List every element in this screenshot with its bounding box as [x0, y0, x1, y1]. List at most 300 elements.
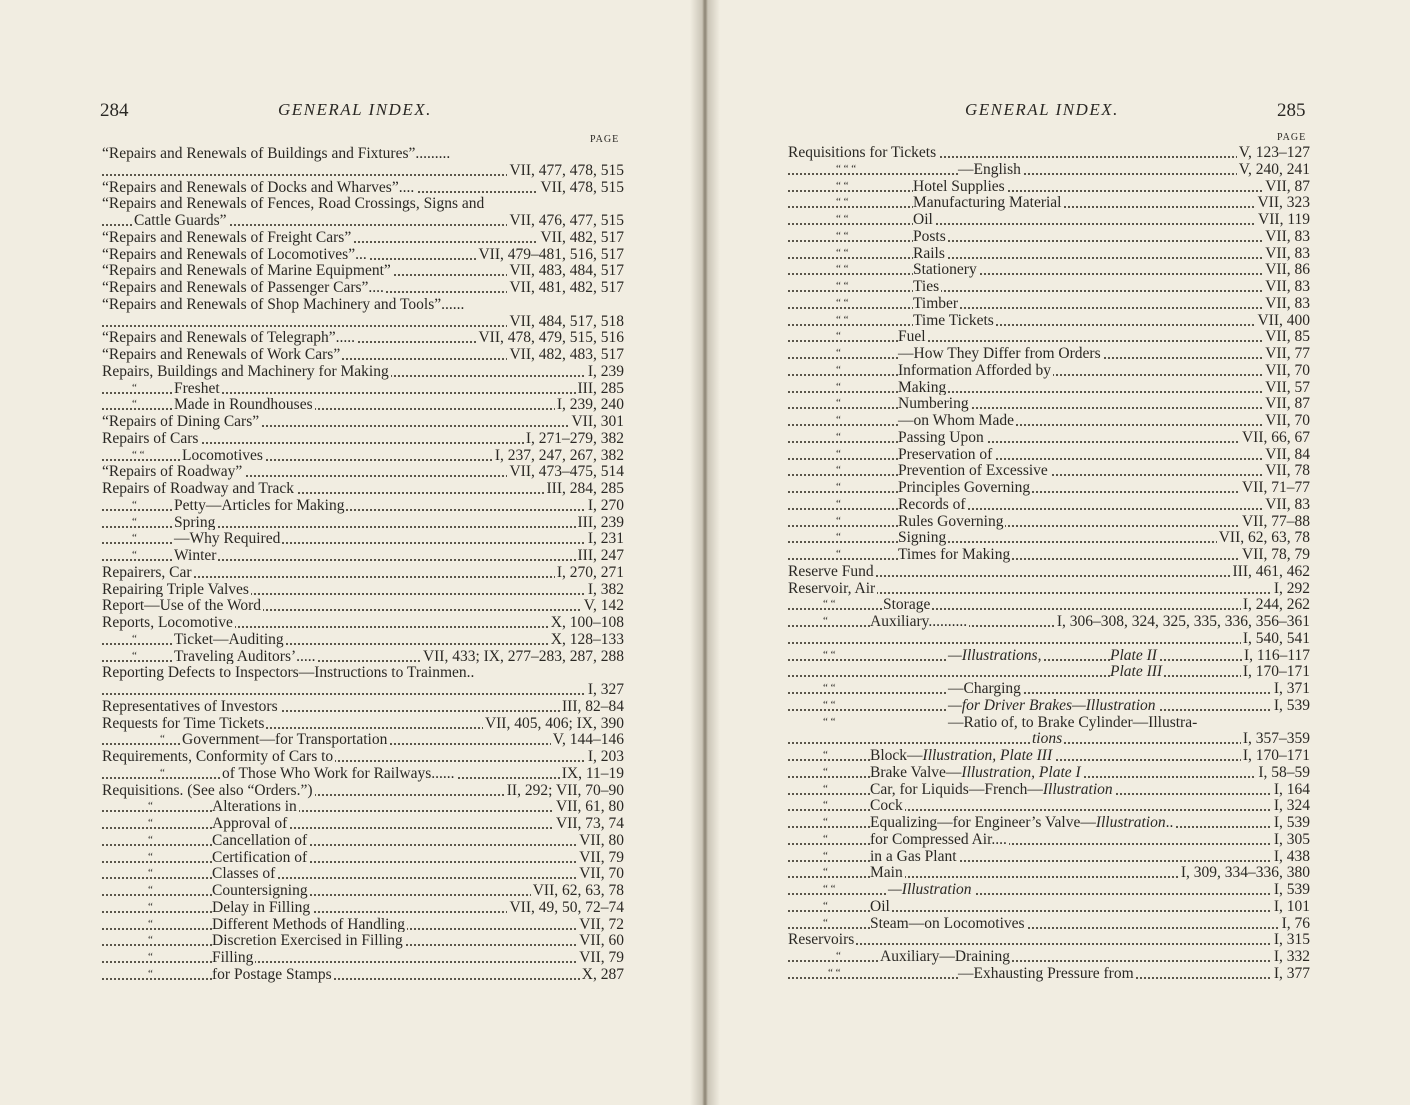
- entry-page-ref: VII, 473–475, 514: [509, 463, 624, 481]
- leader-dots: [788, 893, 1310, 895]
- ditto-mark: “: [148, 934, 153, 947]
- ditto-mark: “: [836, 447, 841, 460]
- entry-label: Made in Roundhouses: [174, 396, 313, 414]
- index-entry: [102, 597, 624, 614]
- entry-page-ref: VII, 478, 515: [540, 178, 624, 196]
- entry-sublabel: Plate III: [1110, 663, 1163, 681]
- entry-label: Principles Governing: [898, 479, 1031, 496]
- index-entry: [102, 346, 624, 363]
- entry-page-ref: I, 270: [587, 496, 624, 514]
- leader-dots: [102, 810, 624, 812]
- index-entry: [102, 782, 624, 799]
- ditto-mark: “: [836, 531, 841, 544]
- index-entry: [102, 798, 624, 815]
- leader-dots: [788, 960, 1310, 962]
- entry-label: —Ratio of, to Brake Cylinder—Illustra-: [948, 713, 1198, 731]
- entry-page-ref: II, 292; VII, 70–90: [506, 781, 624, 799]
- index-entry: [788, 596, 1310, 613]
- entry-label: “Repairs and Renewals of Passenger Cars”....: [102, 279, 384, 296]
- leader-dots: [102, 978, 624, 980]
- entry-page-ref: I, 357–359: [1242, 730, 1310, 748]
- entry-label: Repairs of Cars: [102, 429, 199, 447]
- entry-label: “Repairs and Renewals of Work Cars”: [102, 346, 341, 363]
- ditto-mark: “: [836, 347, 841, 359]
- index-entry: [788, 479, 1310, 496]
- entry-page-ref: I, 203: [587, 748, 624, 765]
- index-entry: [102, 564, 624, 581]
- entry-label: Cancellation of: [212, 831, 308, 849]
- index-entry: [788, 848, 1310, 865]
- entry-page-ref: VII, 61, 80: [555, 798, 624, 816]
- leader-dots: [788, 659, 1310, 661]
- ditto-mark: “: [823, 866, 828, 879]
- index-entry: [102, 949, 624, 966]
- entry-page-ref: I, 315: [1273, 931, 1310, 949]
- ditto-mark: “: [132, 515, 137, 528]
- index-entry: [788, 529, 1310, 546]
- entry-page-ref: VII, 85: [1265, 328, 1310, 346]
- entry-page-ref: VII, 70: [579, 865, 624, 883]
- index-entry: [788, 714, 1310, 731]
- entry-label: Representatives of Investors: [102, 697, 278, 715]
- index-entry: [102, 279, 624, 296]
- ditto-mark: “: [836, 380, 841, 393]
- entry-label: “Repairs of Roadway”: [102, 463, 243, 481]
- ditto-mark: “: [823, 849, 828, 862]
- ditto-mark: “: [836, 481, 841, 493]
- entry-page-ref: VII, 301: [571, 413, 624, 430]
- entry-page-ref: V, 123–127: [1238, 144, 1310, 161]
- leader-dots: [788, 424, 1310, 426]
- entry-label: Manufacturing Material: [913, 194, 1062, 212]
- entry-label: Block—Illustration, Plate III: [870, 747, 1053, 764]
- ditto-mark: “: [148, 850, 153, 863]
- entry-label: Reports, Locomotive: [102, 614, 233, 631]
- entry-label: Fuel: [898, 328, 926, 346]
- entry-label: Traveling Auditors’.....: [174, 647, 316, 665]
- index-entry: [788, 965, 1310, 982]
- entry-page-ref: VII, 405, 406; IX, 390: [484, 714, 624, 732]
- entry-page-ref: I, 306–308, 324, 325, 335, 336, 356–361: [1056, 613, 1310, 630]
- entry-label: Different Methods of Handling: [212, 915, 405, 933]
- index-entry: [102, 145, 624, 162]
- entry-page-ref: I, 377: [1273, 964, 1310, 982]
- index-entry: [102, 581, 624, 598]
- leader-dots: [788, 324, 1310, 326]
- index-entry: [102, 882, 624, 899]
- entry-label: Winter: [174, 547, 217, 564]
- entry-label: Requests for Time Tickets: [102, 714, 265, 732]
- entry-label: Delay in Filling: [212, 898, 311, 916]
- entry-label: Requisitions for Tickets: [788, 144, 937, 161]
- index-entry: [102, 849, 624, 866]
- ditto-mark: “: [823, 899, 828, 912]
- entry-page-ref: I, 101: [1273, 897, 1310, 915]
- ditto-mark: “: [148, 833, 153, 846]
- index-entry: [788, 697, 1310, 714]
- entry-page-ref: I, 539: [1273, 881, 1310, 898]
- entry-label: of Those Who Work for Railways......: [222, 764, 455, 782]
- entry-label: Records of: [898, 495, 966, 513]
- entry-label: Auxiliary—Draining: [880, 948, 1011, 965]
- entry-page-ref: I, 170–171: [1242, 663, 1310, 681]
- ditto-mark: “: [836, 397, 841, 410]
- ditto-mark: “: [836, 497, 841, 510]
- index-entry: [788, 245, 1310, 262]
- leader-dots: [788, 809, 1310, 811]
- ditto-mark: “: [836, 414, 841, 426]
- entry-label: Rails: [913, 244, 945, 262]
- leader-dots: [788, 273, 1310, 275]
- entry-label: Repairs of Roadway and Track: [102, 480, 294, 497]
- entry-label: Storage: [883, 596, 931, 614]
- entry-page-ref: VII, 72: [579, 915, 624, 933]
- index-entry: [788, 161, 1310, 178]
- index-entry: [788, 379, 1310, 396]
- ditto-mark: “: [148, 900, 153, 913]
- index-entry: [788, 663, 1310, 680]
- entry-label: “Repairs of Dining Cars”: [102, 413, 260, 430]
- leader-dots: [788, 441, 1310, 443]
- index-entry: [102, 631, 624, 648]
- index-entry: [788, 948, 1310, 965]
- entry-label: Hotel Supplies: [913, 177, 1005, 195]
- leader-dots: [788, 173, 1310, 175]
- index-entry: [102, 865, 624, 882]
- entry-page-ref: VII, 323: [1257, 194, 1310, 212]
- index-entry: [788, 797, 1310, 814]
- entry-page-ref: I, 371: [1273, 680, 1310, 697]
- entry-label: Certification of: [212, 848, 308, 866]
- ditto-mark: “ “: [828, 966, 841, 979]
- leader-dots: [788, 927, 1310, 929]
- index-entry: [788, 144, 1310, 161]
- entry-page-ref: VII, 78, 79: [1241, 546, 1310, 563]
- index-entry: [788, 931, 1310, 948]
- ditto-mark: “ “: [836, 246, 849, 259]
- leader-dots: [102, 861, 624, 863]
- leader-dots: [788, 860, 1310, 862]
- entry-label: Approval of: [212, 815, 288, 832]
- entry-page-ref: I, 270, 271: [556, 563, 624, 581]
- index-entry: [102, 497, 624, 514]
- index-entry: [102, 648, 624, 665]
- entry-label: Reservoirs: [788, 931, 855, 949]
- entry-page-ref: VII, 87: [1265, 395, 1310, 413]
- index-entry: [788, 228, 1310, 245]
- index-entry: [102, 932, 624, 949]
- ditto-mark: “ “: [823, 698, 836, 711]
- entry-label: “Repairs and Renewals of Docks and Wharves”....: [102, 178, 415, 196]
- ditto-mark: “: [132, 498, 137, 511]
- entry-label: Prevention of Excessive: [898, 462, 1048, 480]
- ditto-mark: “: [132, 549, 137, 561]
- entry-page-ref: I, 58–59: [1258, 763, 1310, 781]
- index-entry: [788, 630, 1310, 647]
- index-entry: [788, 345, 1310, 362]
- entry-label: Requisitions. (See also “Orders.”): [102, 781, 313, 799]
- entry-label: “Repairs and Renewals of Shop Machinery and Tools”......: [102, 295, 465, 313]
- index-entry: [102, 731, 624, 748]
- ditto-mark: “ “: [836, 280, 849, 292]
- entry-label: Passing Upon: [898, 428, 984, 446]
- index-entry: [102, 229, 624, 246]
- ditto-mark: “ “: [836, 313, 849, 326]
- ditto-mark: “: [132, 398, 137, 411]
- index-entry: [102, 162, 624, 179]
- index-entry: [788, 864, 1310, 881]
- index-entry: [788, 764, 1310, 781]
- index-entry: [102, 463, 624, 480]
- ditto-mark: “: [132, 649, 137, 662]
- entry-label: Timber: [913, 294, 959, 312]
- index-entry: [788, 814, 1310, 831]
- entry-label: Making: [898, 378, 947, 396]
- entry-label: Filling: [212, 949, 254, 966]
- left-page: [0, 0, 703, 1105]
- index-entry: [788, 462, 1310, 479]
- index-entry: [102, 966, 624, 983]
- entry-page-ref: I, 170–171: [1242, 747, 1310, 764]
- index-entry: [102, 380, 624, 397]
- page-column-label-left: PAGE: [590, 134, 620, 145]
- entry-page-ref: I, 332: [1273, 948, 1310, 965]
- entry-page-ref: VII, 79: [579, 949, 624, 966]
- entry-label: Discretion Exercised in Filling: [212, 932, 403, 950]
- book-gutter: [690, 0, 720, 1105]
- index-entry: [102, 547, 624, 564]
- entry-label: Ties: [913, 278, 940, 295]
- ditto-mark: “: [823, 916, 828, 929]
- entry-label: Equalizing—for Engineer’s Valve—Illustration..: [870, 814, 1174, 831]
- index-entry: [788, 194, 1310, 211]
- index-entry: [788, 898, 1310, 915]
- entry-sublabel: Plate II: [1110, 646, 1157, 664]
- leader-dots: [788, 257, 1310, 259]
- entry-label: Ticket—Auditing: [174, 630, 284, 648]
- ditto-mark: “ “: [823, 598, 836, 611]
- entry-page-ref: VII, 482, 517: [540, 228, 624, 246]
- ditto-mark: “ “: [836, 296, 849, 309]
- entry-label: —Charging: [948, 680, 1021, 697]
- leader-dots: [788, 491, 1310, 493]
- entry-label: Repairers, Car: [102, 563, 192, 581]
- ditto-mark: “ “ “: [836, 162, 857, 175]
- page-number-right: 285: [1277, 100, 1306, 121]
- index-entry: [102, 832, 624, 849]
- ditto-mark: “: [836, 330, 841, 343]
- entry-label: Countersigning: [212, 882, 308, 899]
- ditto-mark: “: [823, 832, 828, 845]
- leader-dots: [102, 827, 624, 829]
- index-entry: [102, 363, 624, 380]
- ditto-mark: “: [823, 782, 828, 795]
- entry-page-ref: I, 76: [1281, 914, 1310, 932]
- entry-label: Repairing Triple Valves: [102, 580, 249, 598]
- index-entry: [102, 262, 624, 279]
- leader-dots: [788, 407, 1310, 409]
- entry-page-ref: I, 239, 240: [556, 396, 624, 414]
- entry-page-ref: VII, 481, 482, 517: [509, 279, 624, 296]
- entry-label: Reservoir, Air: [788, 579, 876, 597]
- entry-page-ref: VII, 83: [1265, 227, 1310, 245]
- ditto-mark: “: [823, 799, 828, 812]
- entry-label: Oil: [870, 897, 890, 915]
- ditto-mark: “: [836, 464, 841, 477]
- entry-page-ref: I, 309, 334–336, 380: [1180, 864, 1310, 882]
- leader-dots: [788, 508, 1310, 510]
- leader-dots: [788, 692, 1310, 694]
- ditto-mark: “: [132, 632, 137, 645]
- entry-label: Freshet: [174, 379, 220, 397]
- entry-page-ref: I, 231: [587, 530, 624, 548]
- entry-page-ref: VII, 400: [1257, 311, 1310, 329]
- index-entry: [102, 514, 624, 531]
- ditto-mark: “ “: [836, 263, 849, 276]
- entry-label: Alterations in: [212, 798, 297, 816]
- ditto-mark: “ “: [823, 715, 836, 728]
- entry-page-ref: VII, 119: [1258, 211, 1310, 228]
- leader-dots: [788, 608, 1310, 610]
- leader-dots: [788, 340, 1310, 342]
- entry-label: “Repairs and Renewals of Fences, Road Crossings, Signs and: [102, 195, 485, 213]
- entry-page-ref: III, 247: [577, 547, 624, 564]
- entry-page-ref: VII, 86: [1265, 261, 1310, 279]
- entry-label: Classes of: [212, 865, 276, 883]
- entry-page-ref: I, 237, 247, 267, 382: [494, 446, 624, 464]
- index-entry: [102, 179, 624, 196]
- entry-label: —for Driver Brakes—Illustration: [948, 696, 1156, 714]
- index-entry: [102, 246, 624, 263]
- entry-page-ref: VII, 484, 517, 518: [509, 312, 624, 330]
- entry-page-ref: VII, 73, 74: [555, 815, 624, 832]
- ditto-mark: “: [148, 817, 153, 829]
- entry-label: Car, for Liquids—French—Illustration: [870, 780, 1113, 798]
- leader-dots: [102, 877, 624, 879]
- index-entry: [102, 815, 624, 832]
- index-entry: [788, 613, 1310, 630]
- entry-page-ref: I, 324: [1273, 797, 1310, 815]
- leader-dots: [788, 458, 1310, 460]
- entry-page-ref: VII, 57: [1265, 378, 1310, 396]
- index-entry: [788, 831, 1310, 848]
- index-entry: [788, 362, 1310, 379]
- entry-page-ref: VII, 84: [1265, 445, 1310, 463]
- entry-label: Signing: [898, 529, 947, 547]
- entry-page-ref: VII, 49, 50, 72–74: [509, 898, 624, 916]
- index-entry: [102, 195, 624, 212]
- ditto-mark: “ “: [836, 213, 849, 225]
- entry-label: Spring: [174, 513, 216, 531]
- index-entry: [788, 563, 1310, 580]
- ditto-mark: “: [836, 363, 841, 376]
- leader-dots: [788, 240, 1310, 242]
- leader-dots: [788, 223, 1310, 225]
- ditto-mark: “: [823, 816, 828, 828]
- index-entry: [102, 916, 624, 933]
- index-entry: [788, 178, 1310, 195]
- running-head-left: GENERAL INDEX.: [278, 100, 432, 119]
- ditto-mark: “ “: [836, 196, 849, 209]
- entry-label: tions: [1032, 730, 1063, 748]
- leader-dots: [102, 844, 624, 846]
- entry-label: Petty—Articles for Making: [174, 496, 345, 514]
- index-entry: [788, 915, 1310, 932]
- ditto-mark: “: [823, 749, 828, 761]
- entry-page-ref: III, 239: [577, 513, 624, 531]
- index-entry: [102, 480, 624, 497]
- entry-page-ref: VII, 478, 479, 515, 516: [478, 329, 624, 347]
- leader-dots: [102, 693, 624, 695]
- index-entry: [102, 698, 624, 715]
- entry-label: for Compressed Air....: [870, 830, 1007, 848]
- entry-label: —Exhausting Pressure from: [958, 964, 1134, 982]
- entry-label: Rules Governing: [898, 512, 1004, 530]
- index-entry: [102, 212, 624, 229]
- entry-page-ref: X, 128–133: [550, 630, 624, 648]
- ditto-mark: “ “: [823, 682, 836, 694]
- index-entry: [788, 395, 1310, 412]
- index-entry: [788, 881, 1310, 898]
- leader-dots: [788, 290, 1310, 292]
- index-entry: [102, 447, 624, 464]
- ditto-mark: “ “: [836, 179, 849, 192]
- index-entry: [102, 530, 624, 547]
- entry-page-ref: V, 142: [583, 597, 624, 615]
- leader-dots: [788, 391, 1310, 393]
- ditto-mark: “: [132, 381, 137, 394]
- entry-label: “Repairs and Renewals of Marine Equipment”: [102, 262, 391, 280]
- index-entry: [788, 446, 1310, 463]
- entry-page-ref: VII, 78: [1265, 462, 1310, 480]
- leader-dots: [788, 675, 1310, 677]
- entry-page-ref: I, 116–117: [1243, 646, 1310, 664]
- leader-dots: [788, 843, 1310, 845]
- entry-label: Cock: [870, 797, 903, 815]
- entry-page-ref: I, 438: [1273, 847, 1310, 865]
- index-entry: [102, 413, 624, 430]
- entry-page-ref: I, 327: [587, 681, 624, 698]
- entry-page-ref: I, 539: [1273, 696, 1310, 714]
- entry-page-ref: III, 285: [577, 379, 624, 397]
- entry-label: Numbering: [898, 395, 969, 413]
- entry-page-ref: VII, 70: [1265, 412, 1310, 429]
- index-entry: [788, 580, 1310, 597]
- ditto-mark: “: [148, 951, 153, 963]
- entry-label: Brake Valve—Illustration, Plate I: [870, 763, 1081, 781]
- entry-page-ref: V, 240, 241: [1238, 160, 1310, 178]
- entry-page-ref: I, 305: [1273, 830, 1310, 848]
- entry-label: —English: [958, 160, 1021, 178]
- entry-page-ref: I, 382: [587, 580, 624, 598]
- index-entry: [102, 899, 624, 916]
- entry-page-ref: III, 284, 285: [546, 480, 624, 497]
- index-entry: [102, 748, 624, 765]
- entry-label: for Postage Stamps: [212, 965, 332, 983]
- entry-page-ref: I, 539: [1273, 814, 1310, 831]
- leader-dots: [788, 943, 1310, 945]
- entry-page-ref: VII, 77: [1265, 345, 1310, 362]
- index-entry: [788, 328, 1310, 345]
- entry-page-ref: VII, 71–77: [1241, 479, 1310, 496]
- leader-dots: [788, 558, 1310, 560]
- entry-label: Reserve Fund: [788, 562, 874, 580]
- entry-label: Oil: [913, 211, 933, 228]
- entry-label: Report—Use of the Word: [102, 597, 262, 615]
- entry-label: Preservation of: [898, 445, 993, 463]
- leader-dots: [788, 307, 1310, 309]
- entry-page-ref: VII, 83: [1265, 244, 1310, 262]
